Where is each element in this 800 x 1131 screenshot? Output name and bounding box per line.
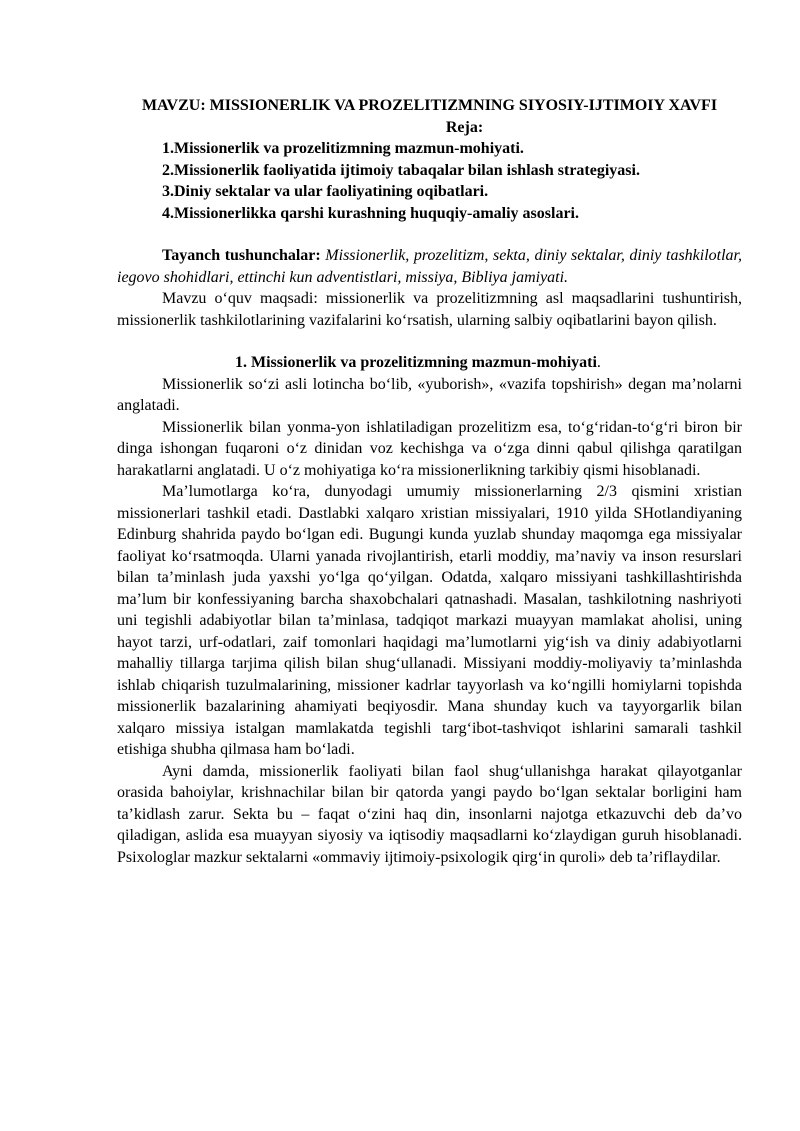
goal-paragraph: Mavzu o‘quv maqsadi: missionerlik va prozelitizmning asl maqsadlarini tushuntirish, missionerlik tashkilotlarining vazifalarini ko‘rsatish, ularning salbiy oqibatlarini bayon qilish. [117,290,742,329]
body-paragraph: Missionerlik so‘zi asli lotincha bo‘lib, «yuborish», «vazifa topshirish» degan ma’nolarni anglatadi. [117,375,742,414]
key-terms-text: Missionerlik, prozelitizm, sekta, diniy sektalar, diniy tashkilotlar, iegovo shohidlari, ettinchi kun adventistlari, missiya, Bibliya jamiyati. [117,247,743,286]
body-paragraph: Ma’lumotlarga ko‘ra, dunyodagi umumiy missionerlarning 2/3 qismini xristian missionerlari tashkil etadi. Dastlabki xalqaro xristian missiyalari, 1910 yilda SHotlandiyaning Edinburg shahrida paydo bo‘lgan edi. Bugungi kunda yuzlab shunday maqomga ega missiyalar faoliyat ko‘rsatmoqda. Ularni yanada rivojlantirish, etarli moddiy, ma’naviy va inson resurslari bilan ta’minlash juda yaxshi yo‘lga qo‘yilgan. Odatda, xalqaro missiyani tashkillashtirishda ma’lum bir konfessiyaning barcha shaxobchalari qatnashadi. Masalan, tashkilotning nashriyoti uni tegishli adabiyotlar bilan ta’minlasa, tadqiqot markazi muayyan mamlakat aholisi, uning hayot tarzi, urf-odatlari, zaif tomonlari haqidagi ma’lumotlarni yig‘ish va diniy adabiyotlarni mahalliy tillarga tarjima qilish bilan shug‘ullanadi. Missiyani moddiy-moliyaviy ta’minlashda ishlab chiqarish tuzulmalarining, missioner kadrlar tayyorlash va ko‘ngilli homiylarni topishda missionerlik bazalarining ahamiyati beqiyosdir. Mana shunday kuch va tayyorgarlik bilan xalqaro missiya istalgan mamlakatda tegishli targ‘ibot-tashviqot ishlarini samarali tashkil etishiga shubha qilmasa ham bo‘ladi. [117,483,742,758]
section-heading-text: 1. Missionerlik va prozelitizmning mazmun-mohiyati [235,354,597,371]
plan-item: 4.Missionerlikka qarshi kurashning huquqiy-amaliy asoslari. [162,204,579,222]
document-title: MAVZU: MISSIONERLIK VA PROZELITIZMNING SIYOSIY-IJTIMOIY XAVFI [141,97,718,114]
section-heading-dot: . [596,354,601,371]
plan-item: 1.Missionerlik va prozelitizmning mazmun-mohiyati. [162,140,524,157]
key-terms-label: Tayanch tushunchalar: [162,247,321,264]
section-heading [117,352,742,374]
plan-label: Reja: [445,118,484,136]
plan-item: 3.Diniy sektalar va ular faoliyatining oqibatlari. [162,183,489,200]
key-terms-paragraph [117,245,742,288]
body-paragraph: Ayni damda, missionerlik faoliyati bilan faol shug‘ullanishga harakat qilayotganlar orasida bahoiylar, krishnachilar bilan bir qatorda yangi paydo bo‘lgan sektalar borligini ham ta’kidlash zarur. Sekta bu – faqat o‘zini haq din, insonlarni najotga etkazuvchi deb da’vo qiladigan, aslida esa muayyan siyosiy va iqtisodiy maqsadlarni ko‘zlaydigan guruh hisoblanadi. Psixologlar mazkur sektalarni «ommaviy ijtimoiy-psixologik qirg‘in quroli» deb ta’riflaydilar. [117,762,742,866]
plan-list [117,138,742,224]
document-content [117,95,742,868]
body-paragraph: Missionerlik bilan yonma-yon ishlatiladigan prozelitizm esa, to‘g‘ridan-to‘g‘ri biron bir dinga ishongan fuqaroni o‘z dinidan voz kechishga va o‘zga dinni qabul qilishga qaratilgan harakatlarni anglatadi. U o‘z mohiyatiga ko‘ra missionerlikning tarkibiy qismi hisoblanadi. [117,418,742,479]
plan-item: 2.Missionerlik faoliyatida ijtimoiy tabaqalar bilan ishlash strategiyasi. [162,161,640,179]
